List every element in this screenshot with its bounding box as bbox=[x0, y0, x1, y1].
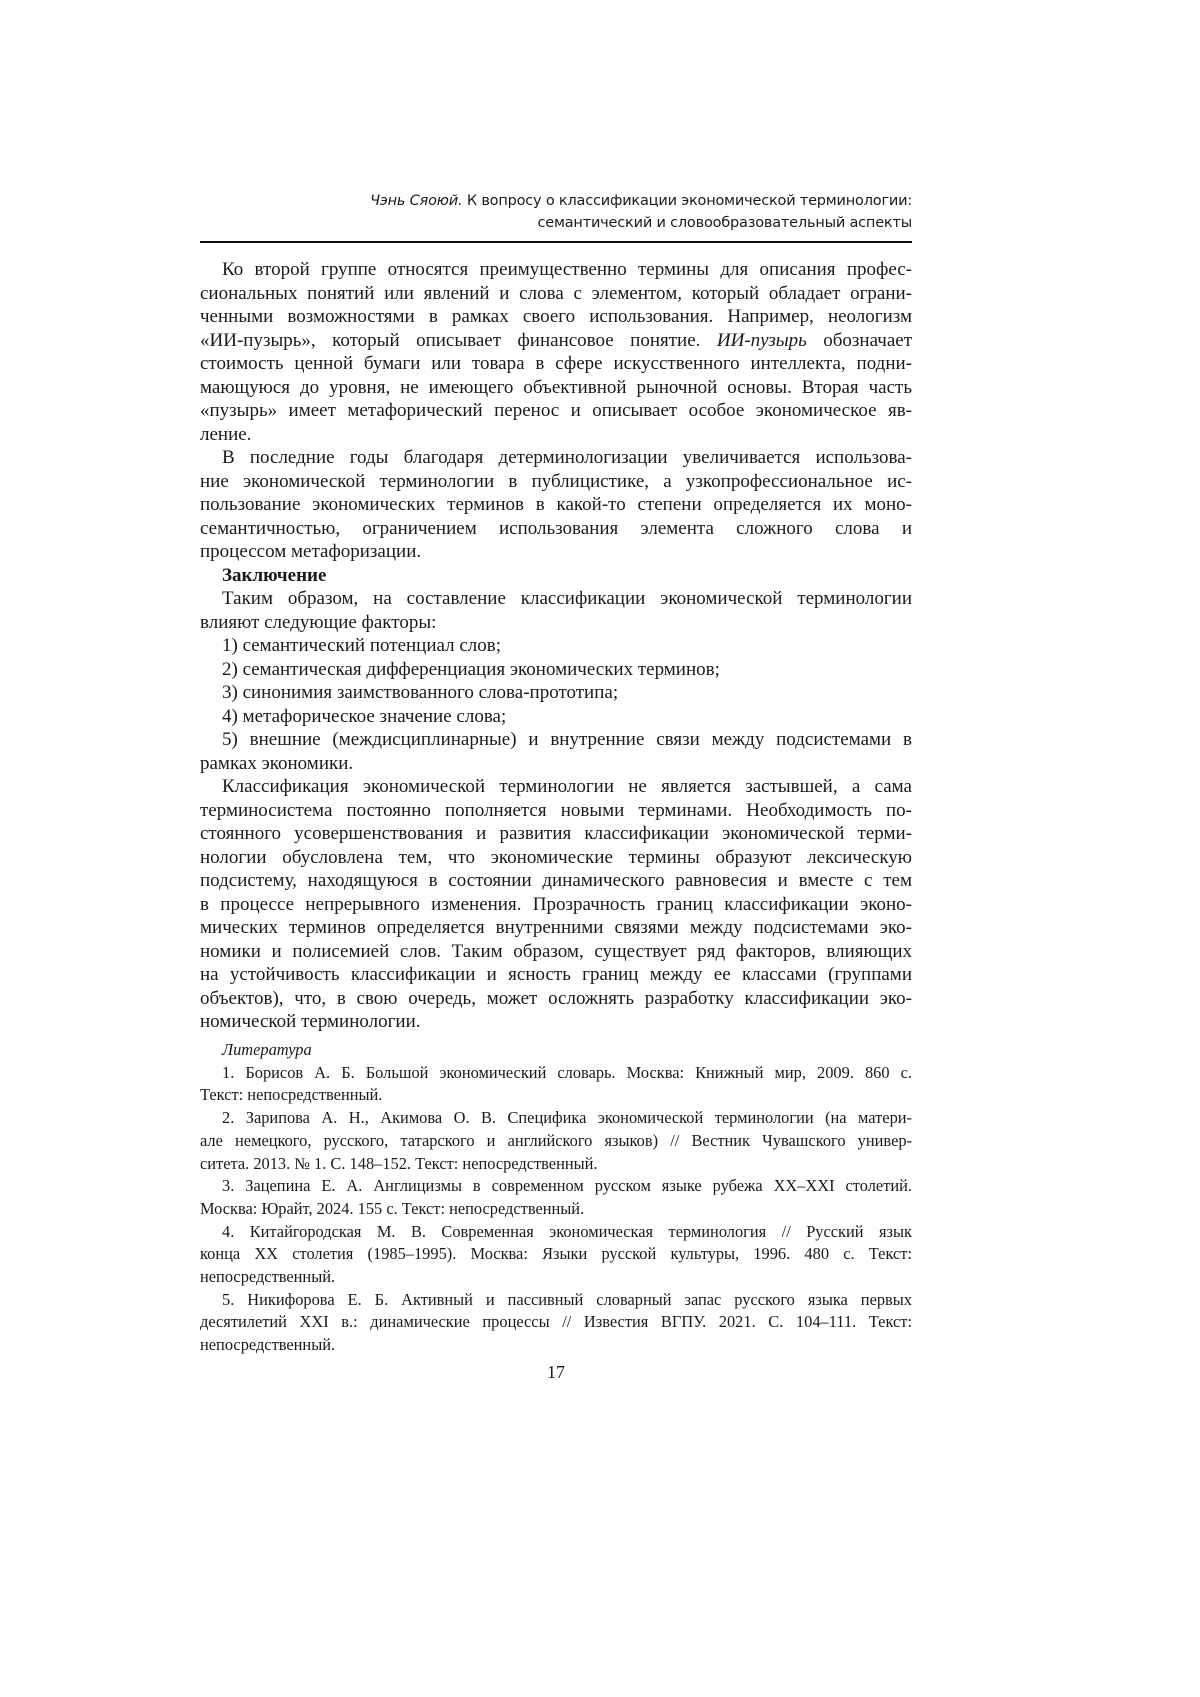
header-title-line2: семантический и словообразовательный аспекты bbox=[200, 212, 912, 234]
text-line: подсистему, находящуюся в состоянии динамического равновесия и вместе с тем bbox=[200, 869, 912, 893]
reference-item bbox=[200, 1175, 912, 1220]
text-line: ченными возможностями в рамках своего использования. Например, неологизм bbox=[200, 305, 912, 329]
reference-line: конца XX столетия (1985–1995). Москва: Языки русской культуры, 1996. 480 с. Текст: bbox=[200, 1243, 912, 1266]
reference-line: 1. Борисов А. Б. Большой экономический словарь. Москва: Книжный мир, 2009. 860 с. bbox=[200, 1062, 912, 1085]
reference-item bbox=[200, 1221, 912, 1289]
text-line: рамках экономики. bbox=[200, 752, 912, 776]
text-line: 5) внешние (междисциплинарные) и внутренние связи между подсистемами в bbox=[200, 728, 912, 752]
reference-line: непосредственный. bbox=[200, 1334, 912, 1357]
text-line: «ИИ-пузырь», который описывает финансовое понятие. ИИ-пузырь обозначает bbox=[200, 329, 912, 353]
text-line: 3) синонимия заимствованного слова-прототипа; bbox=[200, 681, 912, 705]
article-body bbox=[200, 258, 912, 1034]
text-line: терминосистема постоянно пополняется новыми терминами. Необходимость по- bbox=[200, 799, 912, 823]
text-line: «пузырь» имеет метафорический перенос и описывает особое экономическое яв- bbox=[200, 399, 912, 423]
text-line: 4) метафорическое значение слова; bbox=[200, 705, 912, 729]
references-heading: Литература bbox=[200, 1039, 912, 1062]
header-title-line1: К вопросу о классификации экономической терминологии: bbox=[467, 193, 912, 209]
paragraph bbox=[200, 587, 912, 634]
text-line: Заключение bbox=[200, 564, 912, 588]
text-line: стоимость ценной бумаги или товара в сфере искусственного интеллекта, подни- bbox=[200, 352, 912, 376]
header-divider bbox=[200, 241, 912, 243]
running-header bbox=[200, 190, 912, 234]
paragraph bbox=[200, 705, 912, 729]
text-line: нологии обусловлена тем, что экономические термины образуют лексическую bbox=[200, 846, 912, 870]
paragraph bbox=[200, 658, 912, 682]
references-section bbox=[200, 1039, 912, 1357]
reference-line: але немецкого, русского, татарского и английского языков) // Вестник Чувашского универ- bbox=[200, 1130, 912, 1153]
text-line: Таким образом, на составление классификации экономической терминологии bbox=[200, 587, 912, 611]
text-line: 2) семантическая дифференциация экономических терминов; bbox=[200, 658, 912, 682]
reference-line: десятилетий XXI в.: динамические процессы // Известия ВГПУ. 2021. С. 104–111. Текст: bbox=[200, 1311, 912, 1334]
paragraph bbox=[200, 681, 912, 705]
text-line: сиональных понятий или явлений и слова с элементом, который обладает ограни- bbox=[200, 282, 912, 306]
paragraph bbox=[200, 775, 912, 1034]
reference-line: 4. Китайгородская М. В. Современная экономическая терминология // Русский язык bbox=[200, 1221, 912, 1244]
text-line: стоянного усовершенствования и развития классификации экономической терми- bbox=[200, 822, 912, 846]
reference-line: непосредственный. bbox=[200, 1266, 912, 1289]
text-line: ние экономической терминологии в публицистике, а узкопрофессиональное ис- bbox=[200, 470, 912, 494]
text-line: 1) семантический потенциал слов; bbox=[200, 634, 912, 658]
text-line: номики и полисемией слов. Таким образом, существует ряд факторов, влияющих bbox=[200, 940, 912, 964]
text-line: процессом метафоризации. bbox=[200, 540, 912, 564]
text-line: номической терминологии. bbox=[200, 1010, 912, 1034]
text-line: на устойчивость классификации и ясность границ между ее классами (группами bbox=[200, 963, 912, 987]
reference-line: Текст: непосредственный. bbox=[200, 1084, 912, 1107]
paragraph bbox=[200, 728, 912, 775]
text-line: мающуюся до уровня, не имеющего объективной рыночной основы. Вторая часть bbox=[200, 376, 912, 400]
text-line: объектов), что, в свою очередь, может осложнять разработку классификации эко- bbox=[200, 987, 912, 1011]
text-line: Ко второй группе относятся преимущественно термины для описания профес- bbox=[200, 258, 912, 282]
text-line: мических терминов определяется внутренними связями между подсистемами эко- bbox=[200, 916, 912, 940]
text-line: пользование экономических терминов в какой-то степени определяется их моно- bbox=[200, 493, 912, 517]
reference-item bbox=[200, 1062, 912, 1107]
paragraph bbox=[200, 258, 912, 446]
paragraph bbox=[200, 446, 912, 564]
reference-item bbox=[200, 1107, 912, 1175]
reference-item bbox=[200, 1289, 912, 1357]
text-line: В последние годы благодаря детерминологизации увеличивается использова- bbox=[200, 446, 912, 470]
text-line: Классификация экономической терминологии не является застывшей, а сама bbox=[200, 775, 912, 799]
section-heading bbox=[200, 564, 912, 588]
text-line: влияют следующие факторы: bbox=[200, 611, 912, 635]
paragraph bbox=[200, 634, 912, 658]
text-line: в процессе непрерывного изменения. Прозрачность границ классификации эконо- bbox=[200, 893, 912, 917]
reference-line: 2. Зарипова А. Н., Акимова О. В. Специфика экономической терминологии (на матери- bbox=[200, 1107, 912, 1130]
page-number: 17 bbox=[0, 1362, 1112, 1383]
reference-line: Москва: Юрайт, 2024. 155 с. Текст: непосредственный. bbox=[200, 1198, 912, 1221]
reference-line: ситета. 2013. № 1. С. 148–152. Текст: непосредственный. bbox=[200, 1153, 912, 1176]
header-author: Чэнь Сяоюй. bbox=[370, 193, 462, 209]
reference-line: 5. Никифорова Е. Б. Активный и пассивный словарный запас русского языка первых bbox=[200, 1289, 912, 1312]
text-line: семантичностью, ограничением использования элемента сложного слова и bbox=[200, 517, 912, 541]
reference-line: 3. Зацепина Е. А. Англицизмы в современном русском языке рубежа XX–XXI столетий. bbox=[200, 1175, 912, 1198]
text-line: ление. bbox=[200, 423, 912, 447]
